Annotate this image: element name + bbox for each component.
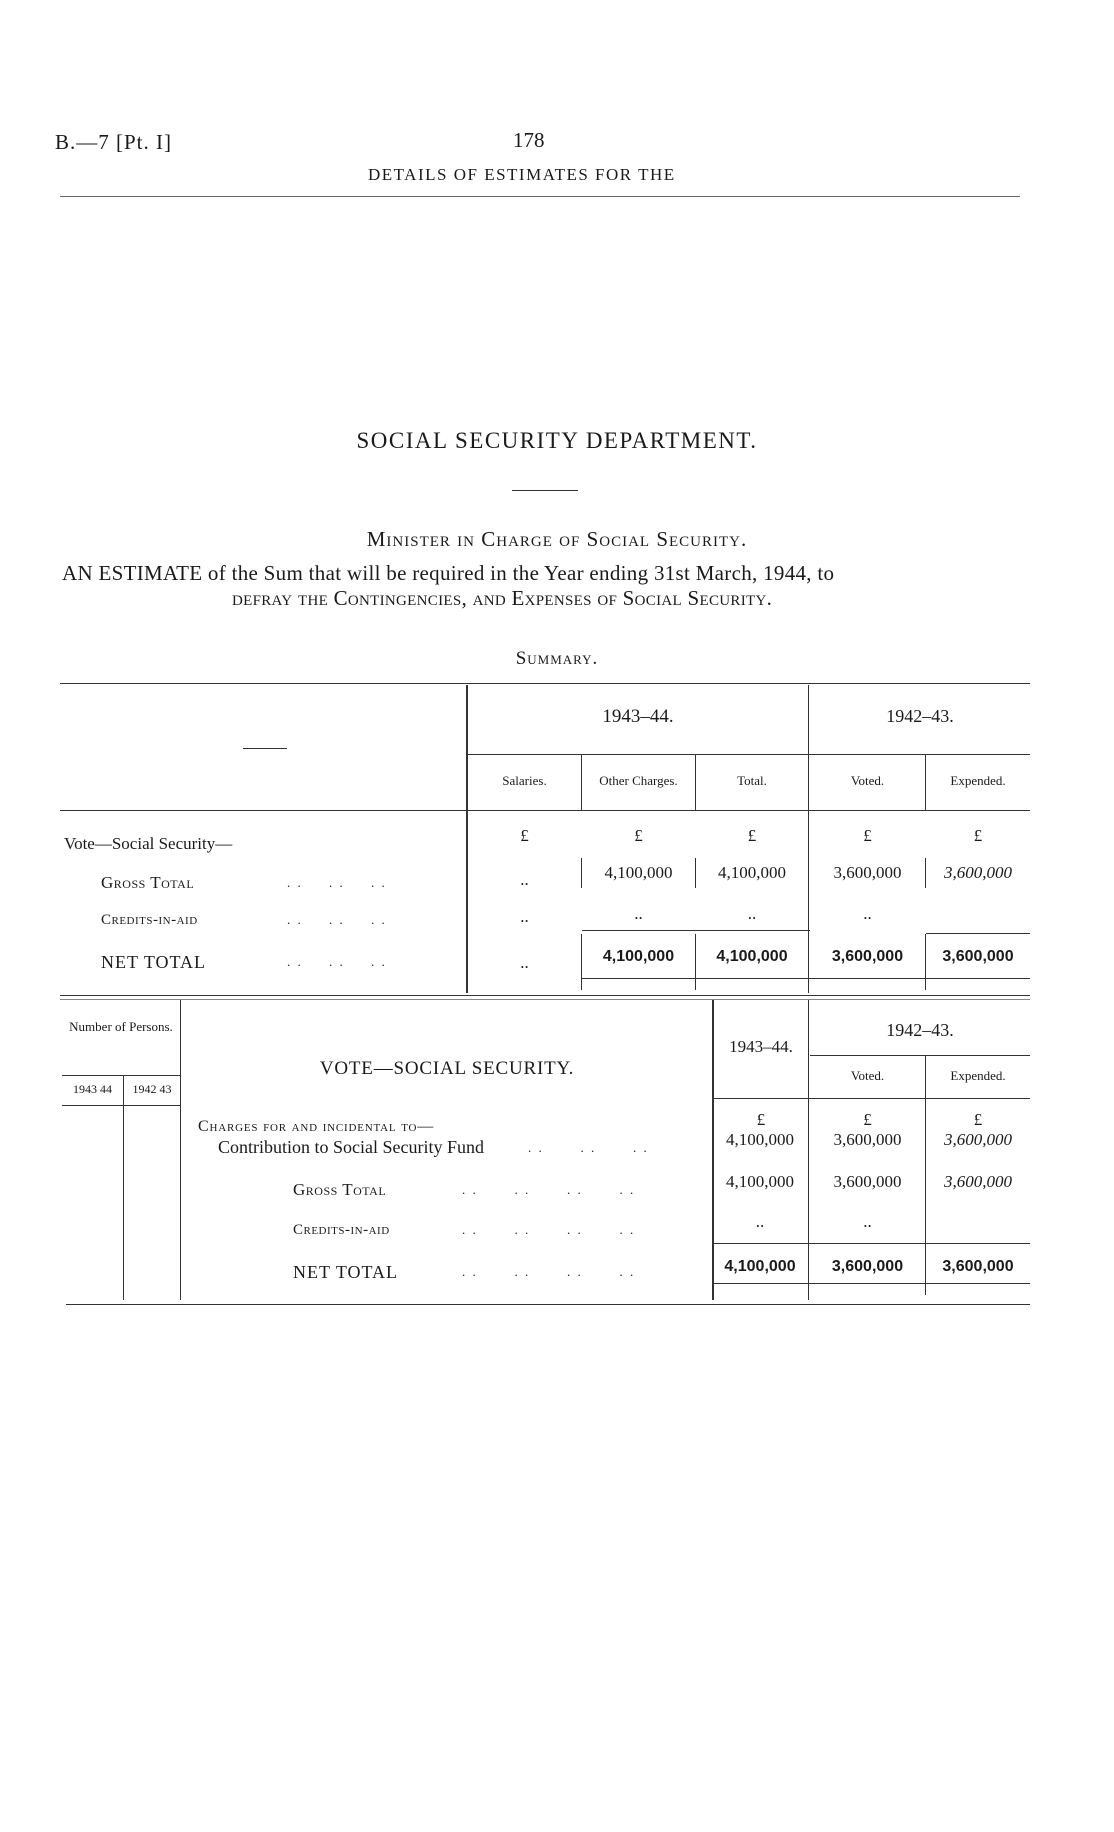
cell-expended: 3,600,000 (944, 863, 1012, 882)
pound-sign: £ (973, 1110, 983, 1129)
cell-voted: 3,600,000 (833, 863, 902, 882)
vote-sub-expended: Expended. (950, 1068, 1006, 1083)
cell-estimate: .. (755, 1212, 765, 1231)
cell-other-charges: 4,100,000 (604, 863, 673, 882)
estimate-line-1: AN ESTIMATE of the Sum that will be required in the Year ending 31st March, 1944, to (62, 561, 835, 585)
cell-salaries: .. (520, 907, 529, 926)
cell-expended: 3,600,000 (942, 1258, 1014, 1275)
leader-dots: . . . . . . (528, 1140, 649, 1155)
cell-other-charges: 4,100,000 (602, 948, 675, 965)
pound-sign: £ (520, 826, 529, 845)
vote-sub-voted: Voted. (850, 1068, 885, 1083)
summary-vote-label: Vote—Social Security— (64, 834, 233, 853)
leader-dots: . . . . . . . . (462, 1182, 636, 1197)
pound-sign: £ (863, 826, 872, 845)
cell-total: 4,100,000 (718, 863, 786, 882)
cell-expended: 3,600,000 (944, 1172, 1012, 1191)
summary-col-1943-44: 1943–44. (602, 706, 674, 727)
cell-other-charges: .. (634, 904, 643, 923)
row-label: NET TOTAL (293, 1262, 399, 1282)
cell-voted: .. (863, 904, 872, 923)
cell-total: 4,100,000 (716, 948, 788, 965)
row-label: Gross Total (293, 1180, 387, 1199)
vote-col-1942-43: 1942–43. (886, 1020, 954, 1040)
cell-estimate: 4,100,000 (726, 1172, 794, 1191)
leader-dots: . . . . . . (287, 912, 387, 927)
pound-sign: £ (973, 826, 983, 845)
summary-sub-expended: Expended. (950, 773, 1006, 788)
pound-sign: £ (634, 826, 643, 845)
department-title: SOCIAL SECURITY DEPARTMENT. (356, 428, 758, 453)
leader-dots: . . . . . . . . (462, 1222, 636, 1237)
cell-total: .. (747, 904, 757, 923)
leader-dots: . . . . . . . . (462, 1264, 636, 1279)
header-rule (60, 196, 1020, 197)
charges-heading: Charges for and incidental to— (198, 1118, 435, 1135)
pound-sign: £ (863, 1110, 872, 1129)
summary-sub-voted: Voted. (850, 773, 885, 788)
leader-dots: . . . . . . (287, 875, 387, 890)
cell-voted: 3,600,000 (833, 1172, 902, 1191)
summary-sub-other-charges: Other Charges. (599, 773, 678, 788)
row-label: Gross Total (101, 873, 195, 892)
number-of-persons-header: Number of Persons. (69, 1019, 173, 1034)
summary-sub-salaries: Salaries. (502, 773, 547, 788)
document-reference: B.—7 [Pt. I] (55, 130, 172, 154)
pound-sign: £ (756, 1110, 766, 1129)
summary-col-1942-43: 1942–43. (886, 706, 954, 726)
persons-year-1942-43: 1942 43 (132, 1082, 172, 1096)
summary-sub-total: Total. (737, 773, 767, 788)
cell-voted: 3,600,000 (833, 1130, 902, 1149)
running-title: DETAILS OF ESTIMATES FOR THE (368, 165, 676, 184)
row-label: NET TOTAL (101, 952, 207, 972)
cell-expended: 3,600,000 (942, 948, 1014, 965)
row-label: Credits-in-aid (293, 1222, 390, 1238)
cell-estimate: 4,100,000 (726, 1130, 794, 1149)
summary-heading: Summary. (515, 648, 599, 669)
cell-salaries: .. (520, 953, 529, 972)
page-number: 178 (513, 128, 545, 152)
row-label: Contribution to Social Security Fund (218, 1137, 484, 1157)
estimate-line-2: defray the Contingencies, and Expenses of Social Security. (232, 586, 773, 610)
vote-title: VOTE—SOCIAL SECURITY. (319, 1058, 575, 1079)
cell-salaries: .. (520, 870, 529, 889)
title-rule (512, 490, 578, 491)
cell-voted: .. (863, 1212, 872, 1231)
cell-voted: 3,600,000 (831, 948, 904, 965)
pound-sign: £ (747, 826, 757, 845)
cell-estimate: 4,100,000 (724, 1258, 796, 1275)
row-label: Credits-in-aid (101, 912, 198, 928)
cell-expended: 3,600,000 (944, 1130, 1012, 1149)
vote-col-1943-44: 1943–44. (729, 1037, 793, 1056)
leader-dots: . . . . . . (287, 954, 387, 969)
persons-year-1943-44: 1943 44 (73, 1082, 112, 1096)
minister-line: Minister in Charge of Social Security. (366, 527, 748, 551)
cell-voted: 3,600,000 (831, 1258, 904, 1275)
